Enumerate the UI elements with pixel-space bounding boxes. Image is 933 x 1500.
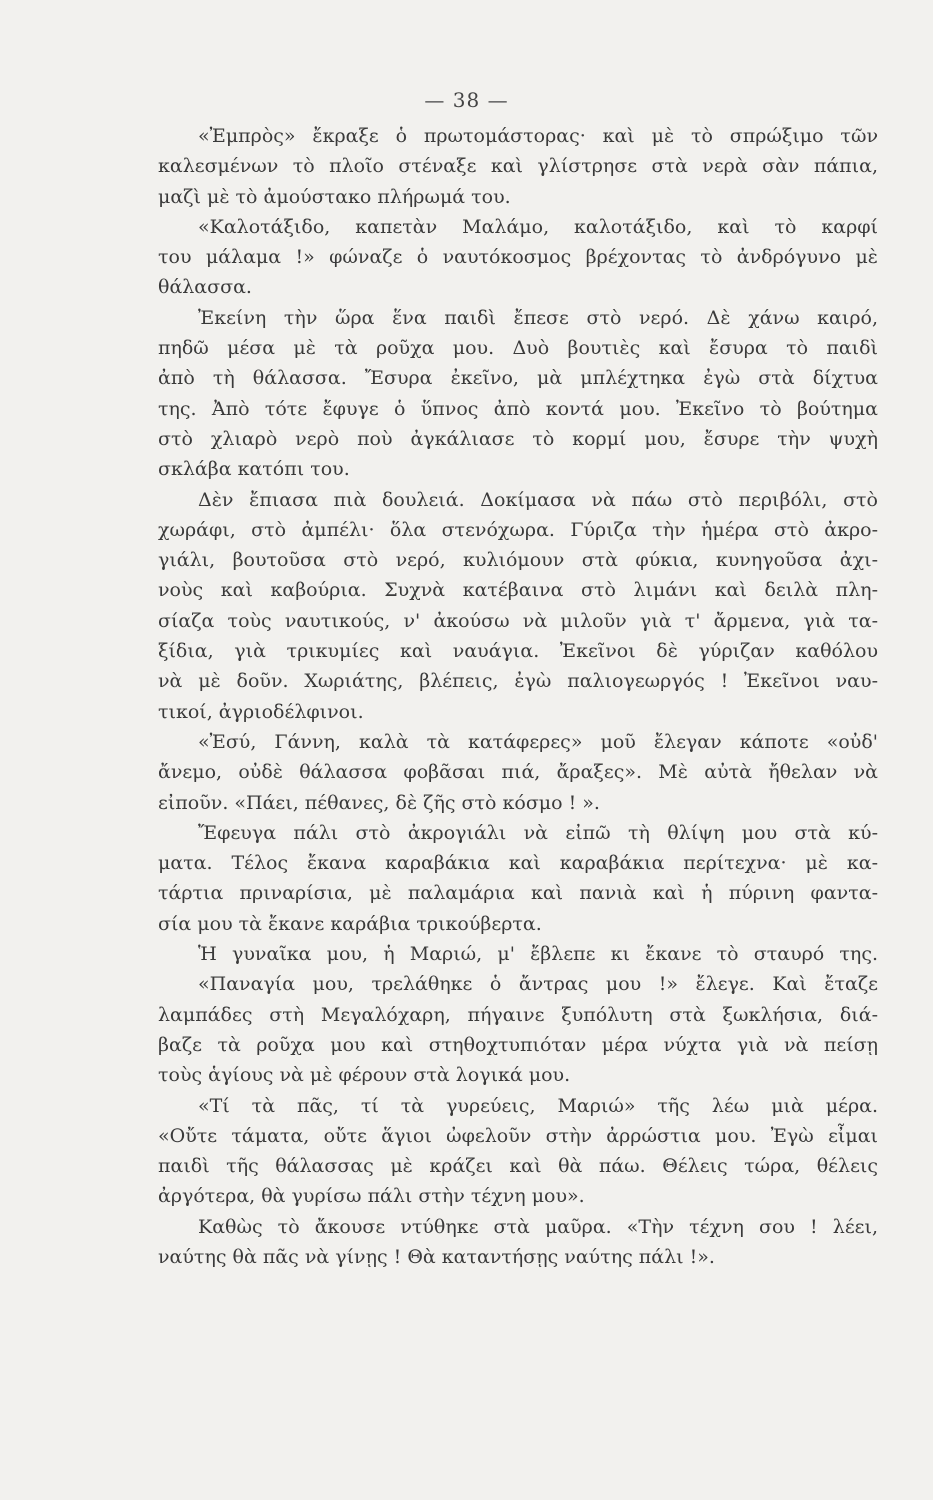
text-line: σία μου τὰ ἔκανε καράβια τρικούβερτα. bbox=[158, 912, 542, 935]
text-line: «Καλοτάξιδο, καπετὰν Μαλάμο, καλοτάξιδο, καὶ τὸ καρφί bbox=[198, 215, 878, 238]
text-line: ἀπὸ τὴ θάλασσα. Ἔσυρα ἐκεῖνο, μὰ μπλέχτηκα ἐγὼ στὰ δίχτυα bbox=[158, 367, 878, 390]
text-line: σίαζα τοὺς ναυτικούς, ν' ἀκούσω νὰ μιλοῦν γιὰ τ' ἄρμενα, γιὰ τα- bbox=[158, 609, 878, 632]
text-line: καλεσμένων τὸ πλοῖο στέναξε καὶ γλίστρησε στὰ νερὰ σὰν πάπια, bbox=[158, 155, 878, 178]
text-line: χωράφι, στὸ ἀμπέλι· ὅλα στενόχωρα. Γύριζα τὴν ἡμέρα στὸ ἀκρο- bbox=[158, 518, 878, 541]
text-line: σκλάβα κατόπι του. bbox=[158, 458, 350, 481]
text-line: θάλασσα. bbox=[158, 276, 252, 299]
text-line: στὸ χλιαρὸ νερὸ ποὺ ἀγκάλιασε τὸ κορμί μου, ἔσυρε τὴν ψυχὴ bbox=[158, 427, 878, 450]
text-line: μαζὶ μὲ τὸ ἀμούστακο πλήρωμά του. bbox=[158, 185, 511, 208]
text-line: νὰ μὲ δοῦν. Χωριάτης, βλέπεις, ἐγὼ παλιογεωργός ! Ἐκεῖνοι ναυ- bbox=[158, 670, 878, 693]
text-line: ἀργότερα, θὰ γυρίσω πάλι στὴν τέχνη μου». bbox=[158, 1185, 585, 1208]
text-line: πηδῶ μέσα μὲ τὰ ροῦχα μου. Δυὸ βουτιὲς καὶ ἔσυρα τὸ παιδὶ bbox=[158, 337, 878, 360]
text-line: Ἔφευγα πάλι στὸ ἀκρογιάλι νὰ εἰπῶ τὴ θλίψη μου στὰ κύ- bbox=[198, 821, 878, 844]
text-line: ματα. Τέλος ἔκανα καραβάκια καὶ καραβάκια περίτεχνα· μὲ κα- bbox=[158, 852, 878, 875]
text-line: της. Ἀπὸ τότε ἔφυγε ὁ ὕπνος ἀπὸ κοντά μου. Ἐκεῖνο τὸ βούτημα bbox=[158, 397, 878, 420]
text-line: τάρτια πριναρίσια, μὲ παλαμάρια καὶ πανιὰ καὶ ἡ πύρινη φαντα- bbox=[158, 882, 878, 905]
text-line: Ἡ γυναῖκα μου, ἡ Μαριώ, μ' ἔβλεπε κι ἔκανε τὸ σταυρό της. bbox=[198, 943, 878, 966]
text-line: «Τί τὰ πᾶς, τί τὰ γυρεύεις, Μαριώ» τῆς λέω μιὰ μέρα. bbox=[198, 1094, 878, 1117]
text-line: ξίδια, γιὰ τρικυμίες καὶ ναυάγια. Ἐκεῖνοι δὲ γύριζαν καθόλου bbox=[158, 640, 878, 663]
text-line: βαζε τὰ ροῦχα μου καὶ στηθοχτυπιόταν μέρα νύχτα γιὰ νὰ πείσῃ bbox=[158, 1033, 878, 1056]
text-line: τικοί, ἀγριοδέλφινοι. bbox=[158, 700, 364, 723]
text-line: λαμπάδες στὴ Μεγαλόχαρη, πήγαινε ξυπόλυτη στὰ ξωκλήσια, διά- bbox=[158, 1003, 878, 1026]
text-line: «Οὔτε τάματα, οὔτε ἅγιοι ὠφελοῦν στὴν ἀρρώστια μου. Ἐγὼ εἶμαι bbox=[158, 1124, 878, 1147]
text-line: νοὺς καὶ καβούρια. Συχνὰ κατέβαινα στὸ λιμάνι καὶ δειλὰ πλη- bbox=[158, 579, 878, 602]
text-line: «Ἐμπρὸς» ἔκραξε ὁ πρωτομάστορας· καὶ μὲ τὸ σπρώξιμο τῶν bbox=[198, 125, 878, 147]
text-line: του μάλαμα !» φώναζε ὁ ναυτόκοσμος βρέχοντας τὸ ἀνδρόγυνο μὲ bbox=[158, 246, 878, 269]
page-number: — 38 — bbox=[424, 88, 509, 112]
text-line: «Παναγία μου, τρελάθηκε ὁ ἄντρας μου !» ἔλεγε. Καὶ ἔταζε bbox=[198, 973, 878, 996]
text-line: ναύτης θὰ πᾶς νὰ γίνῃς ! Θὰ καταντήσῃς ναύτης πάλι !». bbox=[158, 1245, 715, 1268]
text-line: Δὲν ἔπιασα πιὰ δουλειά. Δοκίμασα νὰ πάω στὸ περιβόλι, στὸ bbox=[198, 488, 878, 511]
text-line: τοὺς ἁγίους νὰ μὲ φέρουν στὰ λογικά μου. bbox=[158, 1064, 571, 1087]
text-line: γιάλι, βουτοῦσα στὸ νερό, κυλιόμουν στὰ φύκια, κυνηγοῦσα ἀχι- bbox=[158, 549, 878, 572]
text-line: Καθὼς τὸ ἄκουσε ντύθηκε στὰ μαῦρα. «Τὴν τέχνη σου ! λέει, bbox=[198, 1215, 878, 1238]
page-body-text bbox=[158, 121, 878, 1272]
text-line: παιδὶ τῆς θάλασσας μὲ κράζει καὶ θὰ πάω. Θέλεις τώρα, θέλεις bbox=[158, 1155, 878, 1178]
text-line: εἰποῦν. «Πάει, πέθανες, δὲ ζῆς στὸ κόσμο ! ». bbox=[158, 791, 600, 814]
text-line: «Ἐσύ, Γάννη, καλὰ τὰ κατάφερες» μοῦ ἔλεγαν κάποτε «οὐδ' bbox=[198, 730, 878, 753]
text-line: Ἐκείνη τὴν ὥρα ἕνα παιδὶ ἔπεσε στὸ νερό. Δὲ χάνω καιρό, bbox=[198, 306, 878, 329]
text-line: ἄνεμο, οὐδὲ θάλασσα φοβᾶσαι πιά, ἄραξες». Μὲ αὐτὰ ἤθελαν νὰ bbox=[158, 761, 878, 784]
